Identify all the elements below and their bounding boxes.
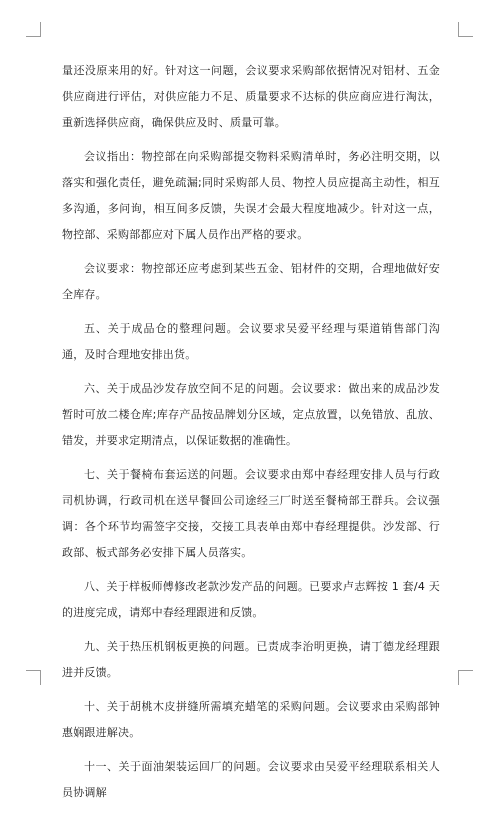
paragraph-item-9: 九、关于热压机钢板更换的问题。已责成李治明更换，请丁德龙经理跟进并反馈。 <box>62 640 440 679</box>
paragraph-item-8: 八、关于样板师傅修改老款沙发产品的问题。已要求卢志辉按 1 套/4 天的进度完成，请郑中春经理跟进和反馈。 <box>62 580 440 619</box>
crop-mark-bottom-left <box>26 670 41 685</box>
paragraph-safety-stock: 会议要求：物控部还应考虑到某些五金、铝材件的交期，合理地做好安全库存。 <box>62 262 440 301</box>
crop-mark-top-right <box>458 22 473 37</box>
paragraph-item-11: 十一、关于面油架装运回厂的问题。会议要求由吴爱平经理联系相关人员协调解 <box>62 760 440 799</box>
paragraph-continuation: 量还没原来用的好。针对这一问题，会议要求采购部依据情况对铝材、五金供应商进行评估，对供应能力不足、质量要求不达标的供应商应进行淘汰，重新选择供应商，确保供应及时、质量可靠。 <box>62 64 440 129</box>
paragraph-meeting-notes: 会议指出：物控部在向采购部提交物料采购清单时，务必注明交期，以落实和强化责任，避免疏漏;同时采购部人员、物控人员应提高主动性，相互多沟通，多问询，相互间多反馈，失误才会最大程度地减少。针对这一点，物控部、采购部都应对下属人员作出严格的要求。 <box>62 150 440 241</box>
document-body <box>62 58 440 814</box>
crop-mark-bottom-right <box>458 670 473 685</box>
paragraph-item-6: 六、关于成品沙发存放空间不足的问题。会议要求：做出来的成品沙发暂时可放二楼仓库;库存产品按品牌划分区域，定点放置，以免错放、乱放、错发，并要求定期清点，以保证数据的准确性。 <box>62 382 440 447</box>
crop-mark-top-left <box>26 22 41 37</box>
paragraph-item-7: 七、关于餐椅布套运送的问题。会议要求由郑中春经理安排人员与行政司机协调，行政司机在送早餐回公司途经三厂时送至餐椅部王群兵。会议强调：各个环节均需签字交接，交接工具表单由郑中春经理提供。沙发部、行政部、板式部务必安排下属人员落实。 <box>62 468 440 559</box>
paragraph-item-10: 十、关于胡桃木皮拼缝所需填充蜡笔的采购问题。会议要求由采购部钟惠娴跟进解决。 <box>62 700 440 739</box>
paragraph-item-5: 五、关于成品仓的整理问题。会议要求吴爱平经理与渠道销售部门沟通，及时合理地安排出货。 <box>62 322 440 361</box>
